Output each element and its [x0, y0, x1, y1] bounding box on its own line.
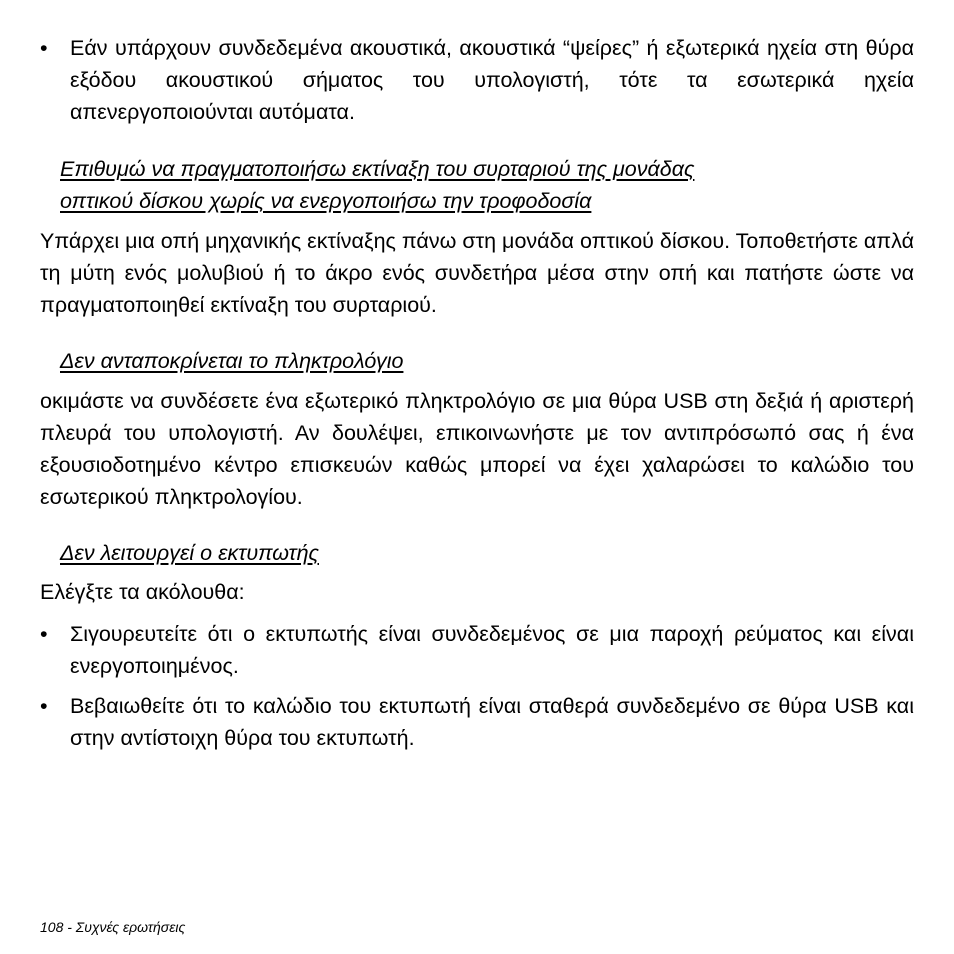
- paragraph-printer-intro: Ελέγξτε τα ακόλουθα:: [40, 580, 245, 604]
- heading-keyboard: Δεν ανταποκρίνεται το πληκτρολόγιο: [60, 349, 404, 373]
- bullet-mark: •: [40, 36, 48, 60]
- bullet-item-printer-cable: [40, 690, 914, 754]
- heading-eject-line1: Επιθυμώ να πραγματοποιήσω εκτίναξη του συρταριού της μονάδας: [60, 157, 695, 181]
- heading-printer: Δεν λειτουργεί ο εκτυπωτής: [60, 541, 319, 565]
- paragraph-keyboard: οκιμάστε να συνδέσετε ένα εξωτερικό πληκτρολόγιο σε μια θύρα USB στη δεξιά ή αριστερή πλευρά του υπολογιστή. Αν δουλέψει, επικοινωνήστε με τον αντιπρόσωπό σας ή ένα εξουσιοδοτημένο κέντρο επισκευών καθώς μπορεί να έχει χαλαρώσει το καλώδιο του εσωτερικού πληκτρολογίου.: [40, 389, 914, 509]
- bullet-item-headphones: [40, 32, 914, 128]
- page-footer: 108 - Συχνές ερωτήσεις: [40, 919, 186, 935]
- bullet-text-headphones: Εάν υπάρχουν συνδεδεμένα ακουστικά, ακουστικά “ψείρες” ή εξωτερικά ηχεία στη θύρα εξόδου ακουστικού σήματος του υπολογιστή, τότε τα εσωτερικά ηχεία απενεργοποιούνται αυτόματα.: [70, 36, 914, 124]
- bullet-item-printer-power: [40, 618, 914, 682]
- heading-eject-line2: οπτικού δίσκου χωρίς να ενεργοποιήσω την τροφοδοσία: [60, 189, 592, 213]
- bullet-text-printer-power: Σιγουρευτείτε ότι ο εκτυπωτής είναι συνδεδεμένος σε μια παροχή ρεύματος και είναι ενεργοποιημένος.: [70, 622, 914, 678]
- bullet-mark: •: [40, 694, 48, 718]
- bullet-mark: •: [40, 622, 48, 646]
- bullet-text-printer-cable: Βεβαιωθείτε ότι το καλώδιο του εκτυπωτή είναι σταθερά συνδεδεμένο σε θύρα USB και στην αντίστοιχη θύρα του εκτυπωτή.: [70, 694, 914, 750]
- paragraph-eject: Υπάρχει μια οπή μηχανικής εκτίναξης πάνω στη μονάδα οπτικού δίσκου. Τοποθετήστε απλά τη μύτη ενός μολυβιού ή το άκρο ενός συνδετήρα μέσα στην οπή και πατήστε ώστε να πραγματοποιηθεί εκτίναξη του συρταριού.: [40, 229, 914, 317]
